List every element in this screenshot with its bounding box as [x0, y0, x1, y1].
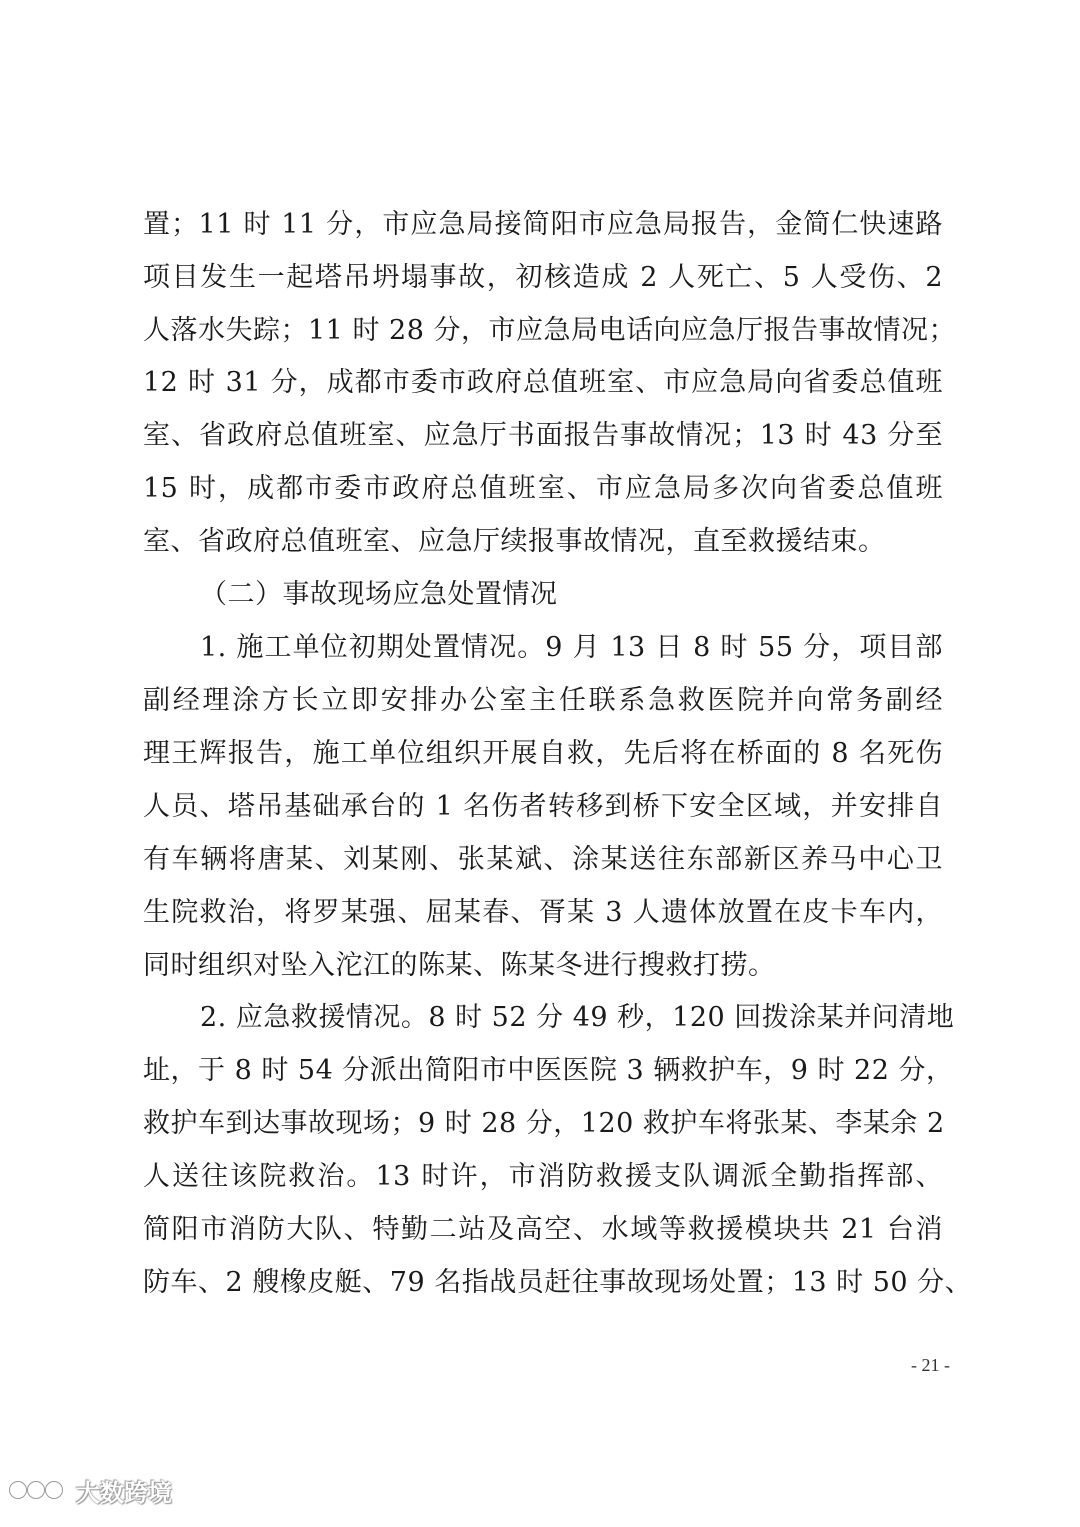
body-line: 生院救治，将罗某强、屈某春、胥某 3 人遗体放置在皮卡车内， — [143, 897, 943, 928]
body-line: 简阳市消防大队、特勤二站及高空、水域等救援模块共 21 台消 — [143, 1214, 943, 1245]
body-line: 室、省政府总值班室、应急厅书面报告事故情况；13 时 43 分至 — [143, 420, 943, 451]
body-line: 项目发生一起塔吊坍塌事故，初核造成 2 人死亡、5 人受伤、2 — [143, 262, 943, 293]
body-line: 理王辉报告，施工单位组织开展自救，先后将在桥面的 8 名死伤 — [143, 738, 943, 769]
body-line: 有车辆将唐某、刘某刚、张某斌、涂某送往东部新区养马中心卫 — [143, 844, 943, 875]
watermark-logo-icon — [8, 1476, 68, 1504]
body-line: 救护车到达事故现场；9 时 28 分，120 救护车将张某、李某余 2 — [143, 1108, 945, 1139]
body-line: 置；11 时 11 分，市应急局接简阳市应急局报告，金简仁快速路 — [143, 209, 943, 240]
section-heading: （二）事故现场应急处置情况 — [200, 579, 558, 610]
body-line: 人落水失踪；11 时 28 分，市应急局电话向应急厅报告事故情况； — [143, 315, 956, 346]
watermark-text: 大数跨境 — [76, 1478, 172, 1507]
body-line: 人送往该院救治。13 时许，市消防救援支队调派全勤指挥部、 — [143, 1161, 943, 1192]
body-line: 15 时，成都市委市政府总值班室、市应急局多次向省委总值班 — [143, 473, 943, 504]
watermark — [8, 1470, 172, 1510]
page-number: - 21 - — [911, 1355, 950, 1375]
body-line: 址，于 8 时 54 分派出简阳市中医医院 3 辆救护车，9 时 22 分， — [143, 1055, 954, 1086]
body-line: 人员、塔吊基础承台的 1 名伤者转移到桥下安全区域，并安排自 — [143, 791, 943, 822]
body-line: 室、省政府总值班室、应急厅续报事故情况，直至救援结束。 — [143, 526, 886, 557]
body-line: 同时组织对坠入沱江的陈某、陈某冬进行搜救打捞。 — [143, 950, 776, 981]
body-line: 2. 应急救援情况。8 时 52 分 49 秒，120 回拨涂某并问清地 — [200, 1002, 955, 1033]
body-line: 12 时 31 分，成都市委市政府总值班室、市应急局向省委总值班 — [143, 367, 943, 398]
body-line: 1. 施工单位初期处置情况。9 月 13 日 8 时 55 分，项目部 — [200, 632, 943, 663]
body-line: 防车、2 艘橡皮艇、79 名指战员赶往事故现场处置；13 时 50 分、 — [143, 1267, 973, 1298]
body-line: 副经理涂方长立即安排办公室主任联系急救医院并向常务副经 — [143, 685, 943, 716]
